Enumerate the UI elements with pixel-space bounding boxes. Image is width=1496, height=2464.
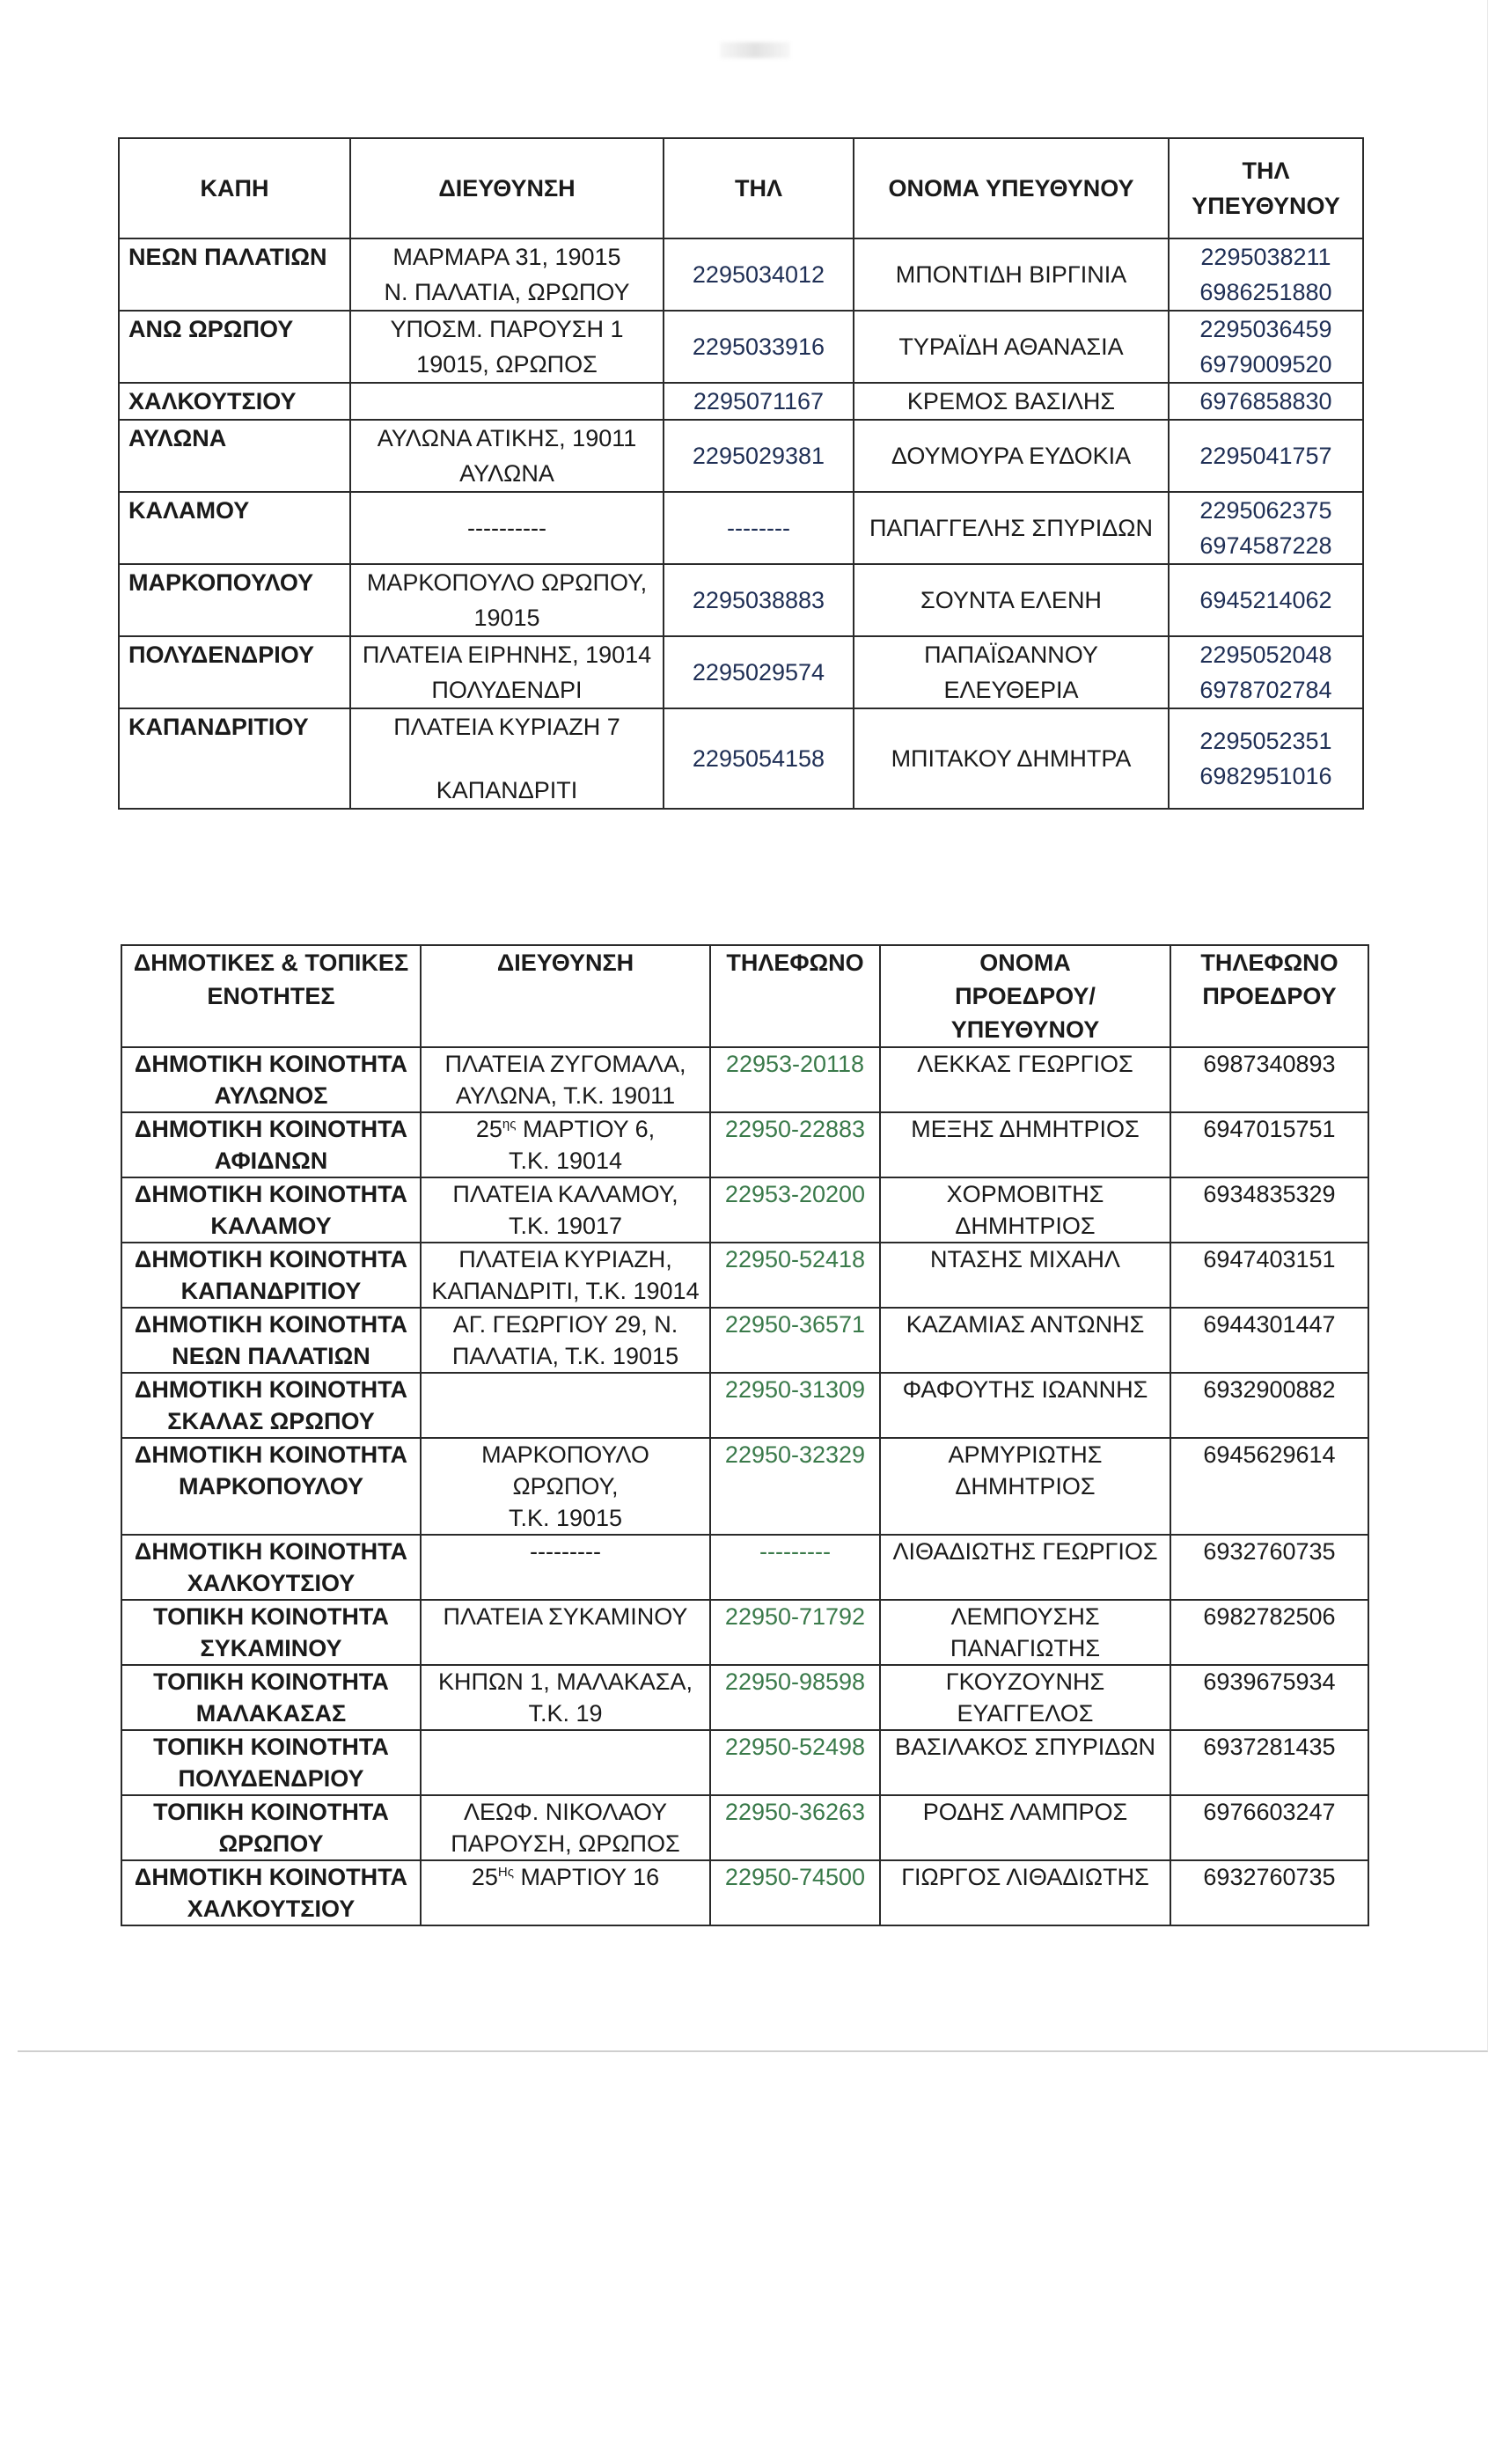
- header-line: ΠΡΟΕΔΡΟΥ/ΥΠΕΥΘΥΝΟΥ: [950, 983, 1100, 1043]
- community-type: ΔΗΜΟΤΙΚΗ ΚΟΙΝΟΤΗΤΑ: [134, 1181, 408, 1207]
- community-name-cell: [121, 1600, 421, 1665]
- table-row: [119, 238, 1363, 311]
- address-text: 25: [471, 1864, 498, 1890]
- phone-cell: 2295029574: [664, 636, 854, 708]
- address-line: ΚΑΠΑΝΔΡΙΤΙ: [436, 777, 578, 803]
- community-name-cell: [121, 1243, 421, 1308]
- address-cell: [350, 636, 664, 708]
- table-row: [121, 1730, 1368, 1795]
- community-name: ΠΟΛΥΔΕΝΔΡΙΟΥ: [178, 1765, 364, 1792]
- president-phone-cell: 6987340893: [1170, 1047, 1368, 1112]
- president-phone-cell: 6947015751: [1170, 1112, 1368, 1177]
- president-phone-cell: 6976603247: [1170, 1795, 1368, 1860]
- community-name-cell: [121, 1112, 421, 1177]
- community-name-cell: [121, 1177, 421, 1243]
- col-header-phone: [710, 945, 880, 1047]
- address-cell: [350, 420, 664, 492]
- president-name: ΔΗΜΗΤΡΙΟΣ: [955, 1473, 1096, 1500]
- president-phone-cell: 6939675934: [1170, 1665, 1368, 1730]
- address-line: Τ.Κ. 19015: [508, 1505, 623, 1531]
- phone-cell: ---------: [710, 1535, 880, 1600]
- president-phone-cell: 6934835329: [1170, 1177, 1368, 1243]
- community-name: ΚΑΛΑΜΟΥ: [210, 1213, 332, 1239]
- responsible-phone-cell: [1169, 420, 1363, 492]
- responsible-name-cell: [854, 636, 1169, 708]
- responsible-name: ΕΛΕΥΘΕΡΙΑ: [943, 677, 1079, 703]
- table-row: [121, 1665, 1368, 1730]
- address-cell: [421, 1860, 710, 1925]
- kapi-name: ΑΝΩ ΩΡΩΠΟΥ: [119, 311, 350, 383]
- president-name: ΛΕΚΚΑΣ ΓΕΩΡΓΙΟΣ: [917, 1051, 1133, 1077]
- responsible-name: ΜΠΟΝΤΙΔΗ ΒΙΡΓΙΝΙΑ: [895, 261, 1127, 288]
- address-text: ΠΛΑΤΕΙΑ ΖΥΓΟΜΑΛΑ,: [444, 1051, 686, 1077]
- table-row: [119, 708, 1363, 809]
- community-type: ΔΗΜΟΤΙΚΗ ΚΟΙΝΟΤΗΤΑ: [134, 1246, 408, 1272]
- table-row: [119, 564, 1363, 636]
- table-row: [121, 1308, 1368, 1373]
- responsible-name-cell: [854, 311, 1169, 383]
- table-row: [119, 311, 1363, 383]
- ordinal-suffix: Ης: [497, 1865, 514, 1880]
- address-line: [427, 1666, 704, 1698]
- address-line: [427, 1243, 704, 1275]
- president-phone-cell: 6945629614: [1170, 1438, 1368, 1535]
- phone-cell: 22950-36263: [710, 1795, 880, 1860]
- address-line: 19015: [473, 605, 540, 631]
- table-row: [121, 1373, 1368, 1438]
- address-line: ----------: [467, 515, 546, 541]
- address-text: ΜΑΡΤΙΟΥ 16: [513, 1864, 660, 1890]
- president-name: ΔΗΜΗΤΡΙΟΣ: [955, 1213, 1096, 1239]
- responsible-phone-cell: [1169, 238, 1363, 311]
- president-name: ΜΕΞΗΣ ΔΗΜΗΤΡΙΟΣ: [911, 1116, 1140, 1142]
- responsible-name-cell: [854, 420, 1169, 492]
- scan-artifact: [720, 42, 790, 58]
- responsible-name-cell: [854, 238, 1169, 311]
- kapi-name: ΚΑΠΑΝΔΡΙΤΙΟΥ: [119, 708, 350, 809]
- address-line: [427, 1309, 704, 1340]
- address-line: [427, 1048, 704, 1080]
- col-header-address: ΔΙΕΥΘΥΝΣΗ: [350, 138, 664, 238]
- responsible-phone-cell: [1169, 564, 1363, 636]
- address-line: [427, 1601, 704, 1632]
- community-name: ΧΑΛΚΟΥΤΣΙΟΥ: [187, 1896, 356, 1922]
- president-phone-cell: 6932760735: [1170, 1535, 1368, 1600]
- address-cell: [350, 383, 664, 420]
- address-cell: [421, 1665, 710, 1730]
- ordinal-suffix: ης: [502, 1117, 517, 1132]
- table-row: [121, 1047, 1368, 1112]
- responsible-name: ΜΠΙΤΑΚΟΥ ΔΗΜΗΤΡΑ: [891, 745, 1132, 772]
- address-text: 25: [475, 1116, 502, 1142]
- phone-cell: 2295033916: [664, 311, 854, 383]
- kapi-name: ΑΥΛΩΝΑ: [119, 420, 350, 492]
- phone-cell: 22953-20118: [710, 1047, 880, 1112]
- address-text: ΛΕΩΦ. ΝΙΚΟΛΑΟΥ: [463, 1799, 668, 1825]
- responsible-name-cell: [854, 708, 1169, 809]
- president-name-cell: [880, 1438, 1170, 1535]
- header-line: ΤΗΛΕΦΩΝΟ: [726, 950, 864, 976]
- header-line: ΕΝΟΤΗΤΕΣ: [207, 983, 335, 1009]
- president-name: ΛΕΜΠΟΥΣΗΣ: [950, 1603, 1100, 1630]
- table-row: [119, 492, 1363, 564]
- phone-cell: 22950-22883: [710, 1112, 880, 1177]
- kapi-name: ΧΑΛΚΟΥΤΣΙΟΥ: [119, 383, 350, 420]
- phone-cell: 2295054158: [664, 708, 854, 809]
- table-row: [121, 1600, 1368, 1665]
- responsible-name: ΠΑΠΑΓΓΕΛΗΣ ΣΠΥΡΙΔΩΝ: [869, 515, 1153, 541]
- address-cell: [421, 1730, 710, 1795]
- community-type: ΤΟΠΙΚΗ ΚΟΙΝΟΤΗΤΑ: [153, 1668, 389, 1695]
- community-name: ΧΑΛΚΟΥΤΣΙΟΥ: [187, 1570, 356, 1596]
- phone-cell: 2295038883: [664, 564, 854, 636]
- col-header-phone: ΤΗΛ: [664, 138, 854, 238]
- president-name-cell: [880, 1730, 1170, 1795]
- responsible-phone: 2295052351: [1199, 728, 1332, 754]
- community-name-cell: [121, 1438, 421, 1535]
- table-row: [121, 1243, 1368, 1308]
- phone-cell: --------: [664, 492, 854, 564]
- responsible-phone: 6976858830: [1199, 388, 1332, 414]
- responsible-name: ΚΡΕΜΟΣ ΒΑΣΙΛΗΣ: [906, 388, 1116, 414]
- responsible-phone: 6982951016: [1199, 763, 1332, 789]
- phone-cell: 2295034012: [664, 238, 854, 311]
- col-header-responsible-name: ΟΝΟΜΑ ΥΠΕΥΘΥΝΟΥ: [854, 138, 1169, 238]
- address-line: ΥΠΟΣΜ. ΠΑΡΟΥΣΗ 1: [390, 316, 624, 342]
- community-name-cell: [121, 1308, 421, 1373]
- president-name-cell: [880, 1047, 1170, 1112]
- table-row: [121, 1177, 1368, 1243]
- col-header-address: [421, 945, 710, 1047]
- president-phone-cell: 6932900882: [1170, 1373, 1368, 1438]
- address-line: 19015, ΩΡΩΠΟΣ: [416, 351, 598, 378]
- table-header-row: [121, 945, 1368, 1047]
- community-type: ΤΟΠΙΚΗ ΚΟΙΝΟΤΗΤΑ: [153, 1734, 389, 1760]
- col-header-kapi: ΚΑΠΗ: [119, 138, 350, 238]
- address-text: ΚΗΠΩΝ 1, ΜΑΛΑΚΑΣΑ,: [438, 1668, 693, 1695]
- address-cell: [350, 311, 664, 383]
- address-cell: [421, 1438, 710, 1535]
- responsible-name-cell: [854, 492, 1169, 564]
- address-cell: [421, 1112, 710, 1177]
- col-header-community: [121, 945, 421, 1047]
- table-row: [121, 1860, 1368, 1925]
- community-type: ΔΗΜΟΤΙΚΗ ΚΟΙΝΟΤΗΤΑ: [134, 1116, 408, 1142]
- president-name-cell: [880, 1177, 1170, 1243]
- address-text: ΠΛΑΤΕΙΑ ΚΥΡΙΑΖΗ,: [458, 1246, 672, 1272]
- responsible-phone-cell: [1169, 383, 1363, 420]
- community-type: ΔΗΜΟΤΙΚΗ ΚΟΙΝΟΤΗΤΑ: [134, 1441, 408, 1468]
- president-name: ΓΚΟΥΖΟΥΝΗΣ ΕΥΑΓΓΕΛΟΣ: [945, 1668, 1105, 1727]
- address-line: ΜΑΡΜΑΡΑ 31, 19015: [392, 244, 621, 270]
- community-type: ΔΗΜΟΤΙΚΗ ΚΟΙΝΟΤΗΤΑ: [134, 1538, 408, 1565]
- header-line: ΤΗΛΕΦΩΝΟ: [1200, 950, 1338, 976]
- president-name-cell: [880, 1600, 1170, 1665]
- community-name-cell: [121, 1047, 421, 1112]
- president-name-cell: [880, 1795, 1170, 1860]
- address-line: Τ.Κ. 19014: [508, 1148, 623, 1174]
- community-name-cell: [121, 1665, 421, 1730]
- president-name: ΝΤΑΣΗΣ ΜΙΧΑΗΛ: [930, 1246, 1120, 1272]
- community-name: ΑΦΙΔΝΩΝ: [214, 1148, 328, 1174]
- responsible-name: ΤΥΡΑΪΔΗ ΑΘΑΝΑΣΙΑ: [898, 334, 1124, 360]
- address-cell: [421, 1600, 710, 1665]
- president-phone-cell: 6944301447: [1170, 1308, 1368, 1373]
- address-line: ΠΑΡΟΥΣΗ, ΩΡΩΠΟΣ: [451, 1830, 680, 1857]
- president-name-cell: [880, 1535, 1170, 1600]
- responsible-phone: 2295041757: [1199, 443, 1332, 469]
- header-line: ΟΝΟΜΑ: [979, 950, 1071, 976]
- table-row: [121, 1535, 1368, 1600]
- community-name-cell: [121, 1373, 421, 1438]
- header-line: ΥΠΕΥΘΥΝΟΥ: [1192, 193, 1340, 219]
- president-name-cell: [880, 1373, 1170, 1438]
- community-name: ΜΑΡΚΟΠΟΥΛΟΥ: [178, 1473, 364, 1500]
- responsible-name-cell: [854, 564, 1169, 636]
- responsible-phone: 6974587228: [1199, 532, 1332, 559]
- address-text: ΠΛΑΤΕΙΑ ΣΥΚΑΜΙΝΟΥ: [443, 1603, 688, 1630]
- president-phone-cell: 6937281435: [1170, 1730, 1368, 1795]
- responsible-phone: 6986251880: [1199, 279, 1332, 305]
- header-line: ΔΗΜΟΤΙΚΕΣ & ΤΟΠΙΚΕΣ: [133, 950, 409, 976]
- phone-cell: 22950-31309: [710, 1373, 880, 1438]
- header-line: ΔΙΕΥΘΥΝΣΗ: [496, 950, 634, 976]
- address-cell: [421, 1535, 710, 1600]
- community-name: ΚΑΠΑΝΔΡΙΤΙΟΥ: [180, 1278, 362, 1304]
- community-name: ΝΕΩΝ ΠΑΛΑΤΙΩΝ: [172, 1343, 370, 1369]
- table-row: [121, 1795, 1368, 1860]
- community-type: ΤΟΠΙΚΗ ΚΟΙΝΟΤΗΤΑ: [153, 1799, 389, 1825]
- phone-cell: 22950-98598: [710, 1665, 880, 1730]
- community-type: ΔΗΜΟΤΙΚΗ ΚΟΙΝΟΤΗΤΑ: [134, 1864, 408, 1890]
- responsible-phone: 6979009520: [1199, 351, 1332, 378]
- president-phone-cell: 6932760735: [1170, 1860, 1368, 1925]
- president-name: ΓΙΩΡΓΟΣ ΛΙΘΑΔΙΩΤΗΣ: [901, 1864, 1149, 1890]
- address-line: ΑΥΛΩΝΑ ΑΤΙΚΗΣ, 19011: [377, 425, 637, 451]
- kapi-name: ΚΑΛΑΜΟΥ: [119, 492, 350, 564]
- responsible-phone-cell: [1169, 311, 1363, 383]
- address-text: ΜΑΡΤΙΟΥ 6,: [516, 1116, 656, 1142]
- address-line: Τ.Κ. 19: [528, 1700, 603, 1727]
- address-line: ΑΥΛΩΝΑ, Τ.Κ. 19011: [455, 1082, 676, 1109]
- address-line: [427, 1861, 704, 1893]
- responsible-phone: 6978702784: [1199, 677, 1332, 703]
- col-header-responsible-phone: [1169, 138, 1363, 238]
- responsible-phone: 2295062375: [1199, 497, 1332, 524]
- kapi-name: ΠΟΛΥΔΕΝΔΡΙΟΥ: [119, 636, 350, 708]
- address-cell: [421, 1373, 710, 1438]
- president-name: ΛΙΘΑΔΙΩΤΗΣ ΓΕΩΡΓΙΟΣ: [892, 1538, 1158, 1565]
- community-name: ΑΥΛΩΝΟΣ: [214, 1082, 328, 1109]
- community-type: ΔΗΜΟΤΙΚΗ ΚΟΙΝΟΤΗΤΑ: [134, 1051, 408, 1077]
- community-name-cell: [121, 1535, 421, 1600]
- responsible-name-cell: [854, 383, 1169, 420]
- president-name: ΡΟΔΗΣ ΛΑΜΠΡΟΣ: [922, 1799, 1128, 1825]
- kapi-name: ΜΑΡΚΟΠΟΥΛΟΥ: [119, 564, 350, 636]
- kapi-name: ΝΕΩΝ ΠΑΛΑΤΙΩΝ: [119, 238, 350, 311]
- phone-cell: 22950-32329: [710, 1438, 880, 1535]
- phone-cell: 2295029381: [664, 420, 854, 492]
- president-name: ΦΑΦΟΥΤΗΣ ΙΩΑΝΝΗΣ: [902, 1376, 1148, 1403]
- president-name-cell: [880, 1308, 1170, 1373]
- phone-cell: 2295071167: [664, 383, 854, 420]
- table-row: [119, 383, 1363, 420]
- phone-cell: 22950-36571: [710, 1308, 880, 1373]
- community-name: ΣΥΚΑΜΙΝΟΥ: [200, 1635, 342, 1661]
- table-row: [121, 1112, 1368, 1177]
- responsible-phone: 2295038211: [1200, 244, 1331, 270]
- community-name-cell: [121, 1860, 421, 1925]
- president-name: ΠΑΝΑΓΙΩΤΗΣ: [950, 1635, 1101, 1661]
- header-line: ΤΗΛ: [1242, 158, 1290, 184]
- responsible-name: ΔΟΥΜΟΥΡΑ ΕΥΔΟΚΙΑ: [891, 443, 1132, 469]
- address-line: ΑΥΛΩΝΑ: [459, 460, 554, 487]
- address-line: [427, 1178, 704, 1210]
- address-cell: [421, 1047, 710, 1112]
- responsible-phone-cell: [1169, 492, 1363, 564]
- president-name-cell: [880, 1665, 1170, 1730]
- address-line: [427, 1439, 704, 1502]
- address-line: Ν. ΠΑΛΑΤΙΑ, ΩΡΩΠΟΥ: [384, 279, 630, 305]
- phone-cell: 22950-52498: [710, 1730, 880, 1795]
- address-line: ΠΛΑΤΕΙΑ ΚΥΡΙΑΖΗ 7: [393, 714, 620, 740]
- community-name-cell: [121, 1730, 421, 1795]
- community-name: ΣΚΑΛΑΣ ΩΡΩΠΟΥ: [167, 1408, 375, 1434]
- address-text: ΑΓ. ΓΕΩΡΓΙΟΥ 29, Ν.: [452, 1311, 678, 1338]
- president-phone-cell: 6947403151: [1170, 1243, 1368, 1308]
- community-name: ΩΡΩΠΟΥ: [218, 1830, 324, 1857]
- address-line: [427, 1536, 704, 1567]
- community-type: ΤΟΠΙΚΗ ΚΟΙΝΟΤΗΤΑ: [153, 1603, 389, 1630]
- community-type: ΔΗΜΟΤΙΚΗ ΚΟΙΝΟΤΗΤΑ: [134, 1311, 408, 1338]
- address-cell: [350, 492, 664, 564]
- responsible-phone-cell: [1169, 636, 1363, 708]
- phone-cell: 22950-52418: [710, 1243, 880, 1308]
- president-name: ΚΑΖΑΜΙΑΣ ΑΝΤΩΝΗΣ: [906, 1311, 1145, 1338]
- address-line: ΠΑΛΑΤΙΑ, Τ.Κ. 19015: [451, 1343, 679, 1369]
- address-text: ---------: [530, 1538, 601, 1565]
- address-cell: [350, 564, 664, 636]
- address-cell: [421, 1243, 710, 1308]
- president-phone-cell: 6982782506: [1170, 1600, 1368, 1665]
- table-header-row: [119, 138, 1363, 238]
- responsible-phone: 6945214062: [1199, 587, 1332, 613]
- president-name-cell: [880, 1112, 1170, 1177]
- president-name-cell: [880, 1243, 1170, 1308]
- president-name: ΧΟΡΜΟΒΙΤΗΣ: [946, 1181, 1104, 1207]
- address-line: ΜΑΡΚΟΠΟΥΛΟ ΩΡΩΠΟΥ,: [366, 569, 648, 596]
- responsible-phone: 2295036459: [1199, 316, 1332, 342]
- address-line: [427, 1113, 704, 1145]
- address-cell: [421, 1177, 710, 1243]
- president-name-cell: [880, 1860, 1170, 1925]
- address-line: ΠΛΑΤΕΙΑ ΕΙΡΗΝΗΣ, 19014: [362, 642, 652, 668]
- address-line: ΚΑΠΑΝΔΡΙΤΙ, Τ.Κ. 19014: [431, 1278, 700, 1304]
- address-cell: [421, 1795, 710, 1860]
- address-cell: [350, 708, 664, 809]
- president-name: ΑΡΜΥΡΙΩΤΗΣ: [948, 1441, 1103, 1468]
- kapi-table: [118, 137, 1364, 810]
- address-cell: [421, 1308, 710, 1373]
- responsible-name: ΣΟΥΝΤΑ ΕΛΕΝΗ: [920, 587, 1102, 613]
- col-header-president-name: [880, 945, 1170, 1047]
- address-text: ΜΑΡΚΟΠΟΥΛΟ ΩΡΩΠΟΥ,: [481, 1441, 649, 1500]
- community-type: ΔΗΜΟΤΙΚΗ ΚΟΙΝΟΤΗΤΑ: [134, 1376, 408, 1403]
- address-cell: [350, 238, 664, 311]
- responsible-name: ΠΑΠΑΪΩΑΝΝΟΥ: [924, 642, 1098, 668]
- address-line: [427, 1796, 704, 1828]
- community-name: ΜΑΛΑΚΑΣΑΣ: [195, 1700, 347, 1727]
- address-line: ΠΟΛΥΔΕΝΔΡΙ: [431, 677, 583, 703]
- col-header-president-phone: [1170, 945, 1368, 1047]
- responsible-phone-cell: [1169, 708, 1363, 809]
- phone-cell: 22950-71792: [710, 1600, 880, 1665]
- table-row: [119, 420, 1363, 492]
- address-text: ΠΛΑΤΕΙΑ ΚΑΛΑΜΟΥ,: [452, 1181, 678, 1207]
- phone-cell: 22953-20200: [710, 1177, 880, 1243]
- address-line: Τ.Κ. 19017: [508, 1213, 623, 1239]
- table-row: [119, 636, 1363, 708]
- responsible-phone: 2295052048: [1199, 642, 1332, 668]
- header-line: ΠΡΟΕΔΡΟΥ: [1202, 983, 1337, 1009]
- phone-cell: 22950-74500: [710, 1860, 880, 1925]
- community-name-cell: [121, 1795, 421, 1860]
- president-name: ΒΑΣΙΛΑΚΟΣ ΣΠΥΡΙΔΩΝ: [894, 1734, 1156, 1760]
- communities-table: [121, 944, 1369, 1926]
- table-row: [121, 1438, 1368, 1535]
